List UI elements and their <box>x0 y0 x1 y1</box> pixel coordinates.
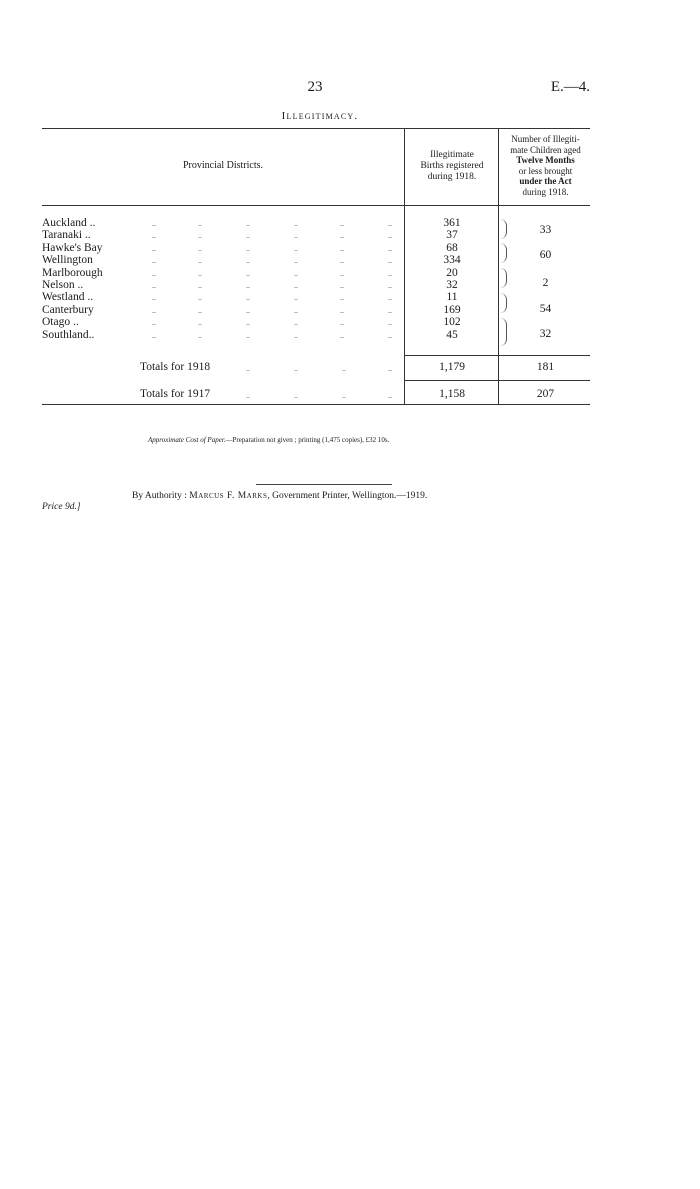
leader-dots: .. <box>294 268 298 278</box>
district-name: Canterbury <box>42 303 94 316</box>
table-row <box>42 243 502 254</box>
leader-dots: .. <box>340 293 344 303</box>
leader-dots: .. <box>246 330 250 340</box>
leader-dots: .. <box>246 364 250 373</box>
price-note: Price 9d.] <box>42 502 81 512</box>
page-title: Illegitimacy. <box>281 110 359 122</box>
leader-dots: .. <box>152 231 156 241</box>
table-row <box>42 255 502 266</box>
totals-1917-label: Totals for 1917 <box>140 388 211 400</box>
leader-dots: .. <box>152 219 156 228</box>
leader-dots: .. <box>388 243 392 253</box>
header-bottom-rule <box>42 205 590 206</box>
leader-dots: .. <box>340 231 344 241</box>
leader-dots: .. <box>246 305 250 315</box>
children-value: 2 <box>542 277 549 289</box>
leader-dots: .. <box>340 305 344 315</box>
births-value: 361 <box>443 217 461 229</box>
leader-dots: .. <box>294 243 298 253</box>
table-row <box>42 218 502 229</box>
leader-dots: .. <box>294 293 298 303</box>
table-row <box>42 230 502 241</box>
footer-divider <box>256 484 392 485</box>
totals-1917-children: 207 <box>536 388 555 400</box>
leader-dots: .. <box>388 391 392 400</box>
leader-dots: .. <box>294 364 298 373</box>
leader-dots: .. <box>340 318 344 328</box>
leader-dots: .. <box>246 281 250 290</box>
leader-dots: .. <box>388 364 392 373</box>
children-value: 32 <box>539 328 552 340</box>
cost-note <box>148 436 568 444</box>
leader-dots: .. <box>388 318 392 328</box>
leader-dots: .. <box>152 243 156 253</box>
table-top-rule <box>42 128 590 129</box>
cost-note-label: Approximate Cost of Paper. <box>148 436 226 444</box>
leader-dots: .. <box>152 330 156 340</box>
leader-dots: .. <box>246 391 250 400</box>
table-row <box>42 268 502 279</box>
children-value: 60 <box>539 249 552 261</box>
leader-dots: .. <box>198 219 202 228</box>
leader-dots: .. <box>198 268 202 278</box>
leader-dots: .. <box>388 256 392 266</box>
leader-dots: .. <box>388 281 392 290</box>
leader-dots: .. <box>388 293 392 303</box>
leader-dots: .. <box>246 318 250 328</box>
leader-dots: .. <box>294 256 298 266</box>
leader-dots: .. <box>198 281 202 290</box>
district-name: Taranaki .. <box>42 229 91 242</box>
district-name: Hawke's Bay <box>42 241 103 254</box>
leader-dots: .. <box>294 330 298 340</box>
births-value: 37 <box>446 229 458 242</box>
leader-dots: .. <box>198 305 202 315</box>
table-row <box>42 330 502 341</box>
leader-dots: .. <box>294 391 298 400</box>
totals-1918-label: Totals for 1918 <box>140 361 211 373</box>
leader-dots: .. <box>152 305 156 315</box>
births-value: 169 <box>443 303 461 316</box>
table-row <box>42 317 502 328</box>
district-name: Auckland .. <box>42 217 96 229</box>
leader-dots: .. <box>388 219 392 228</box>
totals-1917-top-rule <box>404 380 590 381</box>
district-name: Wellington <box>42 254 93 267</box>
leader-dots: .. <box>294 305 298 315</box>
totals-1917-births: 1,158 <box>439 388 465 400</box>
leader-dots: .. <box>246 219 250 228</box>
totals-1918-births: 1,179 <box>439 361 465 373</box>
leader-dots: .. <box>388 330 392 340</box>
leader-dots: .. <box>388 231 392 241</box>
page-number: 23 <box>307 79 323 95</box>
births-value: 68 <box>446 241 458 254</box>
districts-column-header: Provincial Districts. <box>183 160 263 171</box>
document-reference: E.—4. <box>550 79 590 95</box>
leader-dots: .. <box>388 305 392 315</box>
table-bottom-rule <box>42 404 590 405</box>
table-row <box>42 305 502 316</box>
totals-1918-children: 181 <box>536 361 555 373</box>
printer-authority: By Authority : Marcus F. Marks, Government Printer, Wellington.—1919. <box>132 491 428 501</box>
leader-dots: .. <box>246 256 250 266</box>
births-value: 32 <box>446 279 458 291</box>
leader-dots: .. <box>198 243 202 253</box>
leader-dots: .. <box>198 330 202 340</box>
births-value: 45 <box>446 328 458 341</box>
births-value: 102 <box>443 316 461 329</box>
table-row <box>42 280 502 291</box>
leader-dots: .. <box>198 293 202 303</box>
leader-dots: .. <box>152 281 156 290</box>
totals-1918-top-rule <box>404 355 590 356</box>
leader-dots: .. <box>342 391 346 400</box>
leader-dots: .. <box>340 219 344 228</box>
district-name: Otago .. <box>42 316 79 329</box>
leader-dots: .. <box>152 318 156 328</box>
births-column-header: Illegitimate Births registered during 1918. <box>420 150 484 182</box>
births-value: 11 <box>446 291 458 304</box>
leader-dots: .. <box>246 243 250 253</box>
leader-dots: .. <box>294 219 298 228</box>
leader-dots: .. <box>388 268 392 278</box>
leader-dots: .. <box>198 318 202 328</box>
cost-note-text: —Preparation not given ; printing (1,475 copies), £32 10s. <box>225 436 390 444</box>
children-value: 33 <box>539 224 552 236</box>
leader-dots: .. <box>198 256 202 266</box>
leader-dots: .. <box>198 231 202 241</box>
leader-dots: .. <box>152 268 156 278</box>
leader-dots: .. <box>152 293 156 303</box>
leader-dots: .. <box>246 268 250 278</box>
leader-dots: .. <box>340 281 344 290</box>
children-column-header: Number of Illegiti- mate Children aged Twelve Months or less brought under the Act during 1918. <box>510 134 581 197</box>
leader-dots: .. <box>342 364 346 373</box>
printer-name: Marcus F. Marks <box>189 491 268 501</box>
leader-dots: .. <box>152 256 156 266</box>
district-name: Nelson .. <box>42 279 84 291</box>
table-row <box>42 292 502 303</box>
leader-dots: .. <box>340 256 344 266</box>
leader-dots: .. <box>294 318 298 328</box>
district-name: Westland .. <box>42 291 94 304</box>
leader-dots: .. <box>294 281 298 290</box>
district-name: Southland.. <box>42 328 95 341</box>
leader-dots: .. <box>246 293 250 303</box>
leader-dots: .. <box>340 268 344 278</box>
births-value: 334 <box>443 254 461 267</box>
district-name: Marlborough <box>42 266 103 279</box>
leader-dots: .. <box>340 330 344 340</box>
leader-dots: .. <box>246 231 250 241</box>
births-value: 20 <box>446 266 458 279</box>
children-value: 54 <box>539 303 552 315</box>
leader-dots: .. <box>294 231 298 241</box>
leader-dots: .. <box>340 243 344 253</box>
